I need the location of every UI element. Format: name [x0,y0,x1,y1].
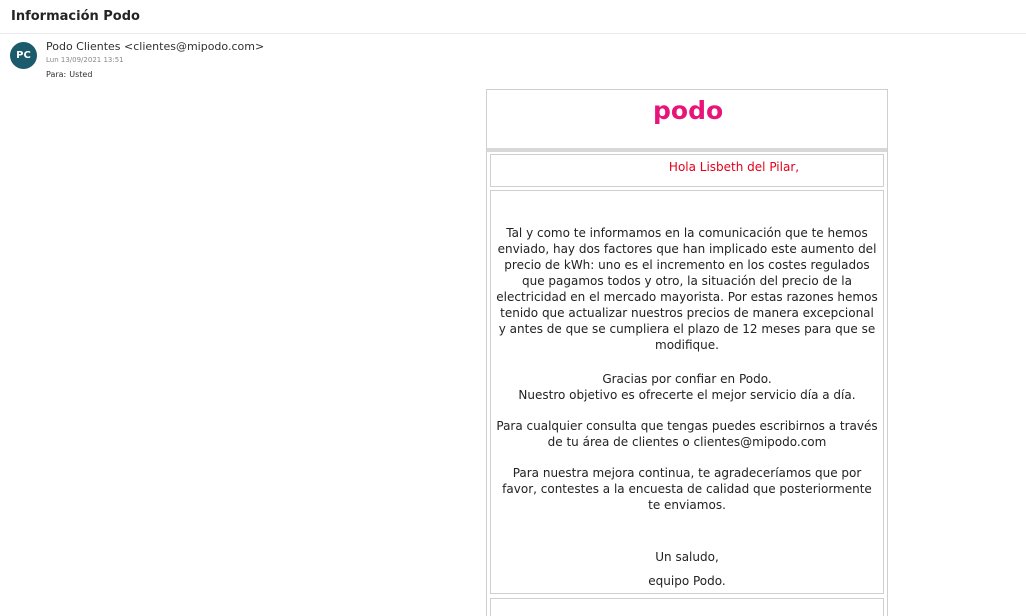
email-subject: Información Podo [11,9,140,24]
sender-address[interactable]: Podo Clientes <clientes@mipodo.com> [46,40,265,53]
subject-bar [0,0,1026,34]
paragraph-contact: Para cualquier consulta que tengas puedes escribirnos a través de tu área de clientes o clientes@mipodo.com [496,419,878,449]
footer-section [490,598,884,616]
paragraph-thanks [496,371,878,403]
sender-avatar[interactable]: PC [10,42,37,69]
logo-header [487,90,887,152]
email-body-card [486,89,888,616]
recipient-label: Para: [46,70,67,79]
podo-logo: podo [653,96,724,125]
paragraph-survey: Para nuestra mejora continua, te agradeceríamos que por favor, contestes a la encuesta de calidad que posteriormente te enviamos. [502,466,872,512]
closing-signature: equipo Podo. [648,574,726,588]
greeting-section [490,154,884,187]
thanks-line: Gracias por confiar en Podo. [602,372,772,386]
sent-date: Lun 13/09/2021 13:51 [46,56,124,64]
recipient-line [46,70,92,79]
message-section [490,190,884,594]
closing-greeting: Un saludo, [655,550,719,564]
objective-line: Nuestro objetivo es ofrecerte el mejor servicio día a día. [518,388,856,402]
recipient-value[interactable]: Usted [69,70,93,79]
paragraph-price-explanation: Tal y como te informamos en la comunicación que te hemos enviado, hay dos factores que han implicado este aumento del precio de kWh: uno es el incremento en los costes regulados que pagamos todos y otro, la situación del precio de la electricidad en el mercado mayorista. Por estas razones hemos tenido que actualizar nuestros precios de manera excepcional y antes de que se cumpliera el plazo de 12 meses para que se modifique. [496,226,878,352]
greeting-text: Hola Lisbeth del Pilar, [668,160,800,174]
